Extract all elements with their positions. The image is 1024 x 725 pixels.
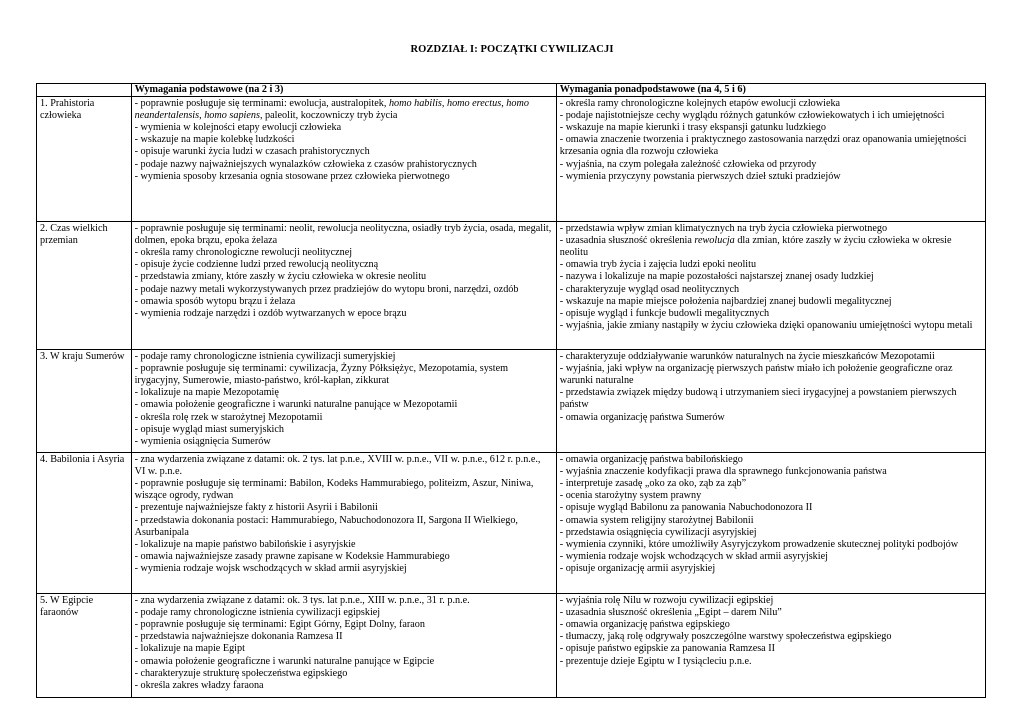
requirement-item: - uzasadnia słuszność określenia rewolucja dla zmian, które zaszły w życiu człowieka w okresie neolitu [559, 235, 952, 259]
requirement-item: - wymienia osiągnięcia Sumerów [134, 435, 271, 447]
requirement-item: - podaje nazwy metali wykorzystywanych przez pradziejów do wytopu broni, narzędzi, ozdób [134, 283, 519, 295]
requirement-item: - omawia organizację państwa Sumerów [559, 411, 725, 423]
topic-cell: 5. W Egipcie faraonów [37, 594, 132, 698]
requirement-item: - wskazuje na mapie kolebkę ludzkości [134, 134, 295, 146]
requirement-item: - zna wydarzenia związane z datami: ok. 3 tys. lat p.n.e., XIII w. p.n.e., 31 r. p.n.e. [134, 595, 470, 607]
requirement-item: - opisuje organizację armii asyryjskiej [559, 562, 716, 574]
requirement-item: - wyjaśnia, na czym polegała zależność człowieka od przyrody [559, 158, 817, 170]
basic-requirements-cell [131, 350, 556, 453]
requirement-item: - interpretuje zasadę „oko za oko, ząb za ząb” [559, 478, 747, 490]
requirement-item: - zna wydarzenia związane z datami: ok. 2 tys. lat p.n.e., XVIII w. p.n.e., VII w. p.n.e., 612 r. p.n.e., VI w. p.n.e. [134, 454, 541, 478]
basic-requirements-cell [131, 453, 556, 594]
advanced-requirements-cell [556, 350, 985, 453]
requirement-item: - wymienia czynniki, które umożliwiły Asyryjczykom prowadzenie skutecznej polityki podbojów [559, 538, 959, 550]
requirement-item: - wymienia przyczyny powstania pierwszych dzieł sztuki pradziejów [559, 170, 841, 182]
requirement-item: - lokalizuje na mapie Mezopotamię [134, 387, 279, 399]
requirement-item: - charakteryzuje wygląd osad neolitycznych [559, 283, 740, 295]
header-basic: Wymagania podstawowe (na 2 i 3) [131, 84, 556, 97]
basic-requirements-cell [131, 594, 556, 698]
requirement-item: - określa ramy chronologiczne rewolucji neolitycznej [134, 247, 353, 259]
advanced-requirements-cell [556, 453, 985, 594]
requirement-item: - poprawnie posługuje się terminami: neolit, rewolucja neolityczna, osiadły tryb życia, osada, megalit, dolmen, epoka brązu, epoka żelaza [134, 223, 552, 247]
requirement-item: - charakteryzuje oddziaływanie warunków naturalnych na życie mieszkańców Mezopotamii [559, 351, 935, 363]
requirement-item: - omawia tryb życia i zajęcia ludzi epoki neolitu [559, 259, 757, 271]
requirement-item: - poprawnie posługuje się terminami: ewolucja, australopitek, homo habilis, homo erectus, homo neandertalensis, homo sapiens, paleolit, koczowniczy tryb życia [134, 98, 529, 122]
requirement-item: - wskazuje na mapie kierunki i trasy ekspansji gatunku ludzkiego [559, 122, 826, 134]
requirement-item: - omawia położenie geograficzne i warunki naturalne panujące w Egipcie [134, 655, 435, 667]
requirement-item: - omawia najważniejsze zasady prawne zapisane w Kodeksie Hammurabiego [134, 550, 450, 562]
requirement-item: - wymienia rodzaje wojsk wchodzących w skład armii asyryjskiej [559, 550, 828, 562]
page-title: ROZDZIAŁ I: POCZĄTKI CYWILIZACJI [410, 44, 614, 55]
requirement-item: - przedstawia najważniejsze dokonania Ramzesa II [134, 631, 343, 643]
table-row [37, 350, 986, 453]
requirement-item: - wyjaśnia znaczenie kodyfikacji prawa dla sprawnego funkcjonowania państwa [559, 466, 887, 478]
requirement-item: - poprawnie posługuje się terminami: Egipt Górny, Egipt Dolny, faraon [134, 619, 425, 631]
requirement-item: - omawia znaczenie tworzenia i praktycznego zastosowania narzędzi oraz opanowania umiejętności krzesania ognia dla rozwoju człowieka [559, 134, 967, 158]
requirement-item: - określa ramy chronologiczne kolejnych etapów ewolucji człowieka [559, 98, 841, 110]
header-advanced: Wymagania ponadpodstawowe (na 4, 5 i 6) [556, 84, 985, 97]
requirement-item: - poprawnie posługuje się terminami: Babilon, Kodeks Hammurabiego, politeizm, Aszur, Niniwa, wiszące ogrody, rydwan [134, 478, 534, 502]
requirement-item: - opisuje warunki życia ludzi w czasach prahistorycznych [134, 146, 370, 158]
table-header-row [37, 84, 986, 97]
basic-requirements-cell [131, 222, 556, 350]
requirement-item: - uzasadnia słuszność określenia „Egipt – darem Nilu” [559, 607, 782, 619]
requirements-table [36, 83, 986, 698]
requirement-item: - przedstawia wpływ zmian klimatycznych na tryb życia człowieka pierwotnego [559, 223, 888, 235]
advanced-requirements-cell [556, 594, 985, 698]
requirement-item: - podaje nazwy najważniejszych wynalazków człowieka z czasów prahistorycznych [134, 158, 477, 170]
table-row [37, 222, 986, 350]
requirement-item: - opisuje państwo egipskie za panowania Ramzesa II [559, 643, 776, 655]
requirement-item: - określa rolę rzek w starożytnej Mezopotamii [134, 411, 323, 423]
header-topic [37, 84, 132, 97]
requirement-item: - podaje ramy chronologiczne istnienia cywilizacji sumeryjskiej [134, 351, 396, 363]
requirement-item: - opisuje wygląd Babilonu za panowania Nabuchodonozora II [559, 502, 813, 514]
requirement-item: - opisuje życie codzienne ludzi przed rewolucją neolityczną [134, 259, 379, 271]
topic-cell: 4. Babilonia i Asyria [37, 453, 132, 594]
requirement-item: - wymienia rodzaje narzędzi i ozdób wytwarzanych w epoce brązu [134, 307, 407, 319]
requirement-item: - omawia system religijny starożytnej Babilonii [559, 514, 754, 526]
requirement-item: - omawia organizację państwa babilońskiego [559, 454, 743, 466]
requirement-item: - wymienia rodzaje wojsk wschodzących w skład armii asyryjskiej [134, 562, 407, 574]
requirement-item: - wyjaśnia, jaki wpływ na organizację pierwszych państw miało ich położenie geograficzne oraz warunki naturalne [559, 363, 953, 387]
requirement-item: - prezentuje najważniejsze fakty z historii Asyrii i Babilonii [134, 502, 378, 514]
requirement-item: - podaje ramy chronologiczne istnienia cywilizacji egipskiej [134, 607, 381, 619]
requirement-item: - przedstawia związek między budową i utrzymaniem sieci irygacyjnej a powstaniem pierwszych państw [559, 387, 957, 411]
requirement-item: - wymienia sposoby krzesania ognia stosowane przez człowieka pierwotnego [134, 170, 450, 182]
table-row [37, 594, 986, 698]
requirement-item: - tłumaczy, jaką rolę odgrywały poszczególne warstwy społeczeństwa egipskiego [559, 631, 892, 643]
requirement-item: - nazywa i lokalizuje na mapie pozostałości najstarszej znanej osady ludzkiej [559, 271, 874, 283]
table-row [37, 97, 986, 222]
requirement-item: - poprawnie posługuje się terminami: cywilizacja, Żyzny Półksiężyc, Mezopotamia, system irygacyjny, Sumerowie, miasto-państwo, król-kapłan, zikkurat [134, 363, 509, 387]
topic-cell: 2. Czas wielkich przemian [37, 222, 132, 350]
requirement-item: - omawia położenie geograficzne i warunki naturalne panujące w Mezopotamii [134, 399, 458, 411]
requirement-item: - lokalizuje na mapie Egipt [134, 643, 245, 655]
table-row [37, 453, 986, 594]
requirement-item: - lokalizuje na mapie państwo babilońskie i asyryjskie [134, 538, 356, 550]
requirement-item: - opisuje wygląd i funkcje budowli megalitycznych [559, 307, 770, 319]
requirement-item: - przedstawia dokonania postaci: Hammurabiego, Nabuchodonozora II, Sargona II Wielkiego, Asurbanipala [134, 514, 518, 538]
requirement-item: - prezentuje dzieje Egiptu w I tysiącleciu p.n.e. [559, 655, 752, 667]
advanced-requirements-cell [556, 222, 985, 350]
topic-cell: 1. Prahistoria człowieka [37, 97, 132, 222]
requirement-item: - przedstawia osiągnięcia cywilizacji asyryjskiej [559, 526, 757, 538]
requirement-item: - opisuje wygląd miast sumeryjskich [134, 423, 284, 435]
requirement-item: - wskazuje na mapie miejsce położenia najbardziej znanej budowli megalitycznej [559, 295, 892, 307]
table-body [37, 97, 986, 698]
requirement-item: - podaje najistotniejsze cechy wyglądu różnych gatunków człowiekowatych i ich umiejętności [559, 110, 945, 122]
advanced-requirements-cell [556, 97, 985, 222]
topic-cell: 3. W kraju Sumerów [37, 350, 132, 453]
requirement-item: - wyjaśnia rolę Nilu w rozwoju cywilizacji egipskiej [559, 595, 774, 607]
requirement-item: - charakteryzuje strukturę społeczeństwa egipskiego [134, 667, 348, 679]
requirement-item: - omawia organizację państwa egipskiego [559, 619, 730, 631]
requirement-item: - wymienia w kolejności etapy ewolucji człowieka [134, 122, 342, 134]
requirement-item: - przedstawia zmiany, które zaszły w życiu człowieka w okresie neolitu [134, 271, 427, 283]
requirement-item: - ocenia starożytny system prawny [559, 490, 702, 502]
requirement-item: - określa zakres władzy faraona [134, 679, 264, 691]
basic-requirements-cell [131, 97, 556, 222]
requirement-item: - omawia sposób wytopu brązu i żelaza [134, 295, 296, 307]
requirement-item: - wyjaśnia, jakie zmiany nastąpiły w życiu człowieka dzięki opanowaniu umiejętności wytopu metali [559, 319, 973, 331]
